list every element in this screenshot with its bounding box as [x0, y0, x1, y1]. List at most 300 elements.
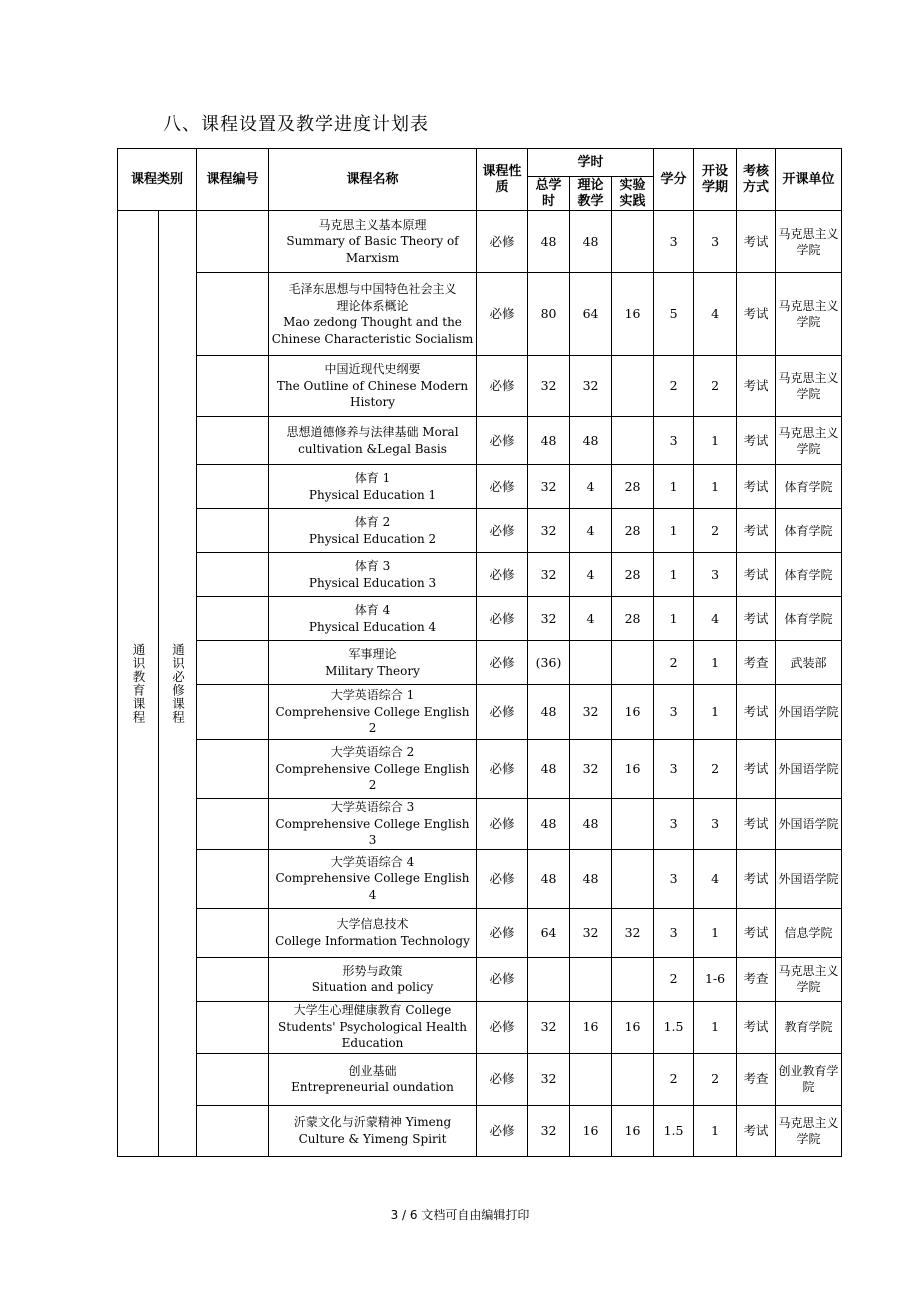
cell-semester-text: 2	[711, 1071, 720, 1086]
cell-code	[197, 273, 269, 356]
cell-semester-text: 2	[711, 522, 720, 538]
cell-credit-text: 3	[669, 761, 678, 776]
cell-code	[197, 740, 269, 799]
cell-code	[197, 908, 269, 957]
cell-semester-text: 2	[711, 378, 720, 393]
cell-name	[269, 273, 477, 356]
table-row	[118, 417, 842, 465]
cell-unit-text: 马克思主义学院	[778, 1115, 839, 1146]
cell-theory-text: 32	[582, 924, 599, 940]
cell-credit	[654, 1001, 694, 1053]
cell-theory	[570, 597, 612, 641]
cell-theory	[570, 799, 612, 850]
header-exam: 考核方式	[737, 149, 776, 211]
cell-practice-text: 28	[624, 478, 641, 494]
cell-unit	[776, 553, 842, 597]
cell-code	[197, 1053, 269, 1105]
cell-unit	[776, 799, 842, 850]
cell-code	[197, 641, 269, 685]
table-row	[118, 1001, 842, 1053]
cell-nature	[477, 685, 528, 740]
cell-semester	[694, 597, 737, 641]
cell-name-text: 体育 4 Physical Education 4	[308, 603, 437, 634]
cell-unit-text: 教育学院	[784, 1020, 833, 1034]
cell-nature-text: 必修	[489, 815, 515, 831]
cell-theory	[570, 1105, 612, 1156]
category-level-1	[118, 211, 159, 1157]
cell-unit-text: 体育学院	[784, 523, 833, 538]
course-body	[118, 211, 842, 1157]
cell-unit	[776, 685, 842, 740]
cell-name	[269, 356, 477, 417]
cell-semester	[694, 957, 737, 1001]
cell-unit	[776, 356, 842, 417]
cell-nature	[477, 1105, 528, 1156]
cell-nature-text: 必修	[489, 1122, 515, 1138]
cell-theory	[570, 740, 612, 799]
cell-total-text: 32	[540, 1071, 557, 1086]
cell-total-text: 64	[540, 924, 557, 940]
cell-practice	[612, 211, 654, 273]
cell-total	[528, 553, 570, 597]
header-total: 总学时	[528, 177, 570, 211]
cell-name-text: 体育 3 Physical Education 3	[308, 559, 437, 590]
cell-semester	[694, 641, 737, 685]
cell-unit	[776, 417, 842, 465]
cell-total-text: 32	[540, 1019, 557, 1034]
cell-theory-text: 32	[582, 704, 599, 719]
page-footer: 3 / 6 文档可自由编辑打印	[390, 1208, 530, 1222]
cell-nature	[477, 1053, 528, 1105]
cell-nature	[477, 553, 528, 597]
cell-practice-text: 32	[624, 924, 641, 940]
cell-total	[528, 685, 570, 740]
cell-exam	[737, 641, 776, 685]
cell-semester-text: 1	[711, 432, 720, 448]
cell-nature	[477, 509, 528, 553]
header-nature: 课程性质	[477, 149, 528, 211]
cell-practice	[612, 1053, 654, 1105]
cell-name-text: 创业基础 Entrepreneurial oundation	[291, 1063, 454, 1094]
cell-code	[197, 417, 269, 465]
cell-credit-text: 1	[669, 522, 678, 538]
cell-practice-text: 16	[624, 1019, 641, 1034]
cell-theory	[570, 849, 612, 908]
cell-exam	[737, 1053, 776, 1105]
cell-theory-text: 48	[582, 815, 599, 831]
table-row	[118, 597, 842, 641]
cell-name-text: 大学信息技术 College Information Technology	[275, 917, 470, 948]
cell-total	[528, 417, 570, 465]
cell-unit	[776, 849, 842, 908]
cell-practice	[612, 465, 654, 509]
cell-name-text: 体育 1 Physical Education 1	[308, 471, 437, 502]
cell-practice	[612, 1001, 654, 1053]
cell-semester-text: 1	[711, 654, 720, 670]
cell-semester-text: 1	[711, 704, 720, 719]
cell-nature-text: 必修	[489, 233, 515, 249]
table-row	[118, 1105, 842, 1156]
cell-unit-text: 体育学院	[784, 567, 833, 582]
cell-total	[528, 356, 570, 417]
cell-nature-text: 必修	[489, 522, 515, 538]
table-row	[118, 799, 842, 850]
cell-name-text: 大学英语综合 2 Comprehensive College English 2	[275, 745, 470, 793]
cell-credit	[654, 597, 694, 641]
cell-code	[197, 356, 269, 417]
cell-theory-text: 48	[582, 233, 599, 249]
cell-practice	[612, 509, 654, 553]
cell-practice	[612, 273, 654, 356]
cell-exam	[737, 509, 776, 553]
cell-nature	[477, 465, 528, 509]
cell-theory-text: 4	[586, 610, 595, 626]
cell-nature-text: 必修	[489, 704, 515, 719]
header-credit: 学分	[654, 149, 694, 211]
table-row	[118, 1053, 842, 1105]
cell-theory-text: 64	[582, 306, 599, 321]
cell-semester-text: 3	[711, 233, 720, 249]
header-theory: 理论教学	[570, 177, 612, 211]
cell-exam-text: 考试	[743, 924, 769, 940]
cell-unit	[776, 1105, 842, 1156]
cell-exam	[737, 211, 776, 273]
cell-total	[528, 1105, 570, 1156]
cell-name-text: 毛泽东思想与中国特色社会主义 理论体系概论 Mao zedong Thought and the Chinese Characteristic Socialism	[271, 282, 474, 346]
cell-semester	[694, 509, 737, 553]
cell-exam	[737, 957, 776, 1001]
cell-exam-text: 考试	[743, 815, 769, 831]
cell-credit	[654, 211, 694, 273]
cell-theory	[570, 641, 612, 685]
cell-exam-text: 考查	[743, 971, 769, 986]
table-row	[118, 641, 842, 685]
cell-total	[528, 273, 570, 356]
cell-nature-text: 必修	[489, 924, 515, 940]
cell-exam-text: 考试	[743, 522, 769, 538]
cell-exam	[737, 597, 776, 641]
cell-name	[269, 908, 477, 957]
cell-code	[197, 509, 269, 553]
cell-practice	[612, 553, 654, 597]
category-level-2-label: 通识必修课程	[170, 642, 186, 724]
cell-total	[528, 799, 570, 850]
cell-exam-text: 考试	[743, 1122, 769, 1138]
cell-nature	[477, 799, 528, 850]
cell-semester	[694, 356, 737, 417]
cell-total	[528, 641, 570, 685]
cell-total	[528, 509, 570, 553]
cell-credit	[654, 417, 694, 465]
cell-total	[528, 740, 570, 799]
cell-nature-text: 必修	[489, 971, 515, 986]
cell-unit	[776, 908, 842, 957]
header-name: 课程名称	[269, 149, 477, 211]
cell-semester-text: 1	[711, 1019, 720, 1034]
cell-practice	[612, 597, 654, 641]
cell-exam	[737, 465, 776, 509]
cell-unit	[776, 465, 842, 509]
cell-code	[197, 685, 269, 740]
cell-code	[197, 553, 269, 597]
cell-name	[269, 1105, 477, 1156]
table-row	[118, 356, 842, 417]
cell-total	[528, 957, 570, 1001]
cell-exam	[737, 799, 776, 850]
cell-semester	[694, 417, 737, 465]
cell-code	[197, 849, 269, 908]
cell-unit-text: 外国语学院	[778, 816, 839, 831]
cell-name	[269, 799, 477, 850]
cell-nature-text: 必修	[489, 870, 515, 886]
cell-exam-text: 考试	[743, 870, 769, 886]
cell-credit	[654, 799, 694, 850]
cell-nature-text: 必修	[489, 478, 515, 494]
cell-theory	[570, 356, 612, 417]
cell-theory-text: 4	[586, 566, 595, 582]
cell-total-text: 48	[540, 704, 557, 719]
cell-unit-text: 武装部	[790, 655, 827, 670]
cell-total-text: 48	[540, 870, 557, 886]
cell-name-text: 中国近现代史纲要 The Outline of Chinese Modern History	[276, 362, 469, 410]
cell-nature-text: 必修	[489, 566, 515, 582]
cell-practice	[612, 417, 654, 465]
category-level-2	[159, 211, 197, 1157]
cell-credit	[654, 641, 694, 685]
cell-semester	[694, 1053, 737, 1105]
cell-nature	[477, 273, 528, 356]
cell-theory	[570, 908, 612, 957]
cell-nature-text: 必修	[489, 610, 515, 626]
cell-nature-text: 必修	[489, 432, 515, 448]
cell-theory-text: 32	[582, 761, 599, 776]
table-row	[118, 685, 842, 740]
cell-name	[269, 465, 477, 509]
cell-nature-text: 必修	[489, 378, 515, 393]
cell-credit-text: 3	[669, 432, 678, 448]
cell-name	[269, 740, 477, 799]
cell-unit-text: 马克思主义学院	[778, 425, 839, 456]
cell-total-text: 48	[540, 761, 557, 776]
cell-theory-text: 48	[582, 870, 599, 886]
cell-unit	[776, 641, 842, 685]
cell-unit-text: 马克思主义学院	[778, 226, 839, 257]
cell-exam-text: 考试	[743, 378, 769, 393]
cell-nature	[477, 908, 528, 957]
cell-nature	[477, 356, 528, 417]
cell-credit-text: 1	[669, 610, 678, 626]
cell-exam	[737, 417, 776, 465]
cell-name-text: 思想道德修养与法律基础 Moral cultivation &Legal Basis	[286, 425, 459, 456]
cell-semester	[694, 1105, 737, 1156]
cell-semester-text: 4	[711, 870, 720, 886]
cell-name	[269, 1001, 477, 1053]
cell-code	[197, 1001, 269, 1053]
cell-name	[269, 417, 477, 465]
cell-exam	[737, 553, 776, 597]
cell-name-text: 军事理论 Military Theory	[325, 647, 420, 678]
cell-name	[269, 957, 477, 1001]
cell-exam-text: 考试	[743, 761, 769, 776]
cell-name-text: 沂蒙文化与沂蒙精神 Yimeng Culture & Yimeng Spirit	[293, 1115, 452, 1146]
cell-total-text: 32	[540, 478, 557, 494]
cell-exam-text: 考试	[743, 610, 769, 626]
cell-semester-text: 4	[711, 610, 720, 626]
cell-unit-text: 马克思主义学院	[778, 371, 839, 401]
cell-unit-text: 信息学院	[784, 925, 833, 940]
cell-practice	[612, 641, 654, 685]
cell-unit-text: 外国语学院	[778, 871, 839, 886]
table-row	[118, 908, 842, 957]
header-unit: 开课单位	[776, 149, 842, 211]
cell-credit	[654, 740, 694, 799]
table-row	[118, 740, 842, 799]
cell-nature	[477, 1001, 528, 1053]
cell-nature	[477, 641, 528, 685]
cell-exam	[737, 356, 776, 417]
cell-theory-text: 16	[582, 1019, 599, 1034]
cell-credit-text: 3	[669, 870, 678, 886]
cell-credit-text: 2	[669, 378, 678, 393]
cell-nature	[477, 849, 528, 908]
cell-total-text: 32	[540, 566, 557, 582]
cell-name-text: 大学英语综合 3 Comprehensive College English 3	[275, 800, 470, 847]
cell-total	[528, 597, 570, 641]
cell-exam-text: 考试	[743, 566, 769, 582]
cell-practice	[612, 799, 654, 850]
cell-name-text: 体育 2 Physical Education 2	[308, 515, 437, 546]
cell-unit	[776, 957, 842, 1001]
cell-theory	[570, 509, 612, 553]
cell-exam	[737, 908, 776, 957]
cell-nature-text: 必修	[489, 761, 515, 776]
cell-theory	[570, 211, 612, 273]
cell-exam-text: 考查	[743, 1071, 769, 1086]
cell-theory	[570, 1001, 612, 1053]
cell-code	[197, 1105, 269, 1156]
cell-unit	[776, 740, 842, 799]
cell-credit-text: 1	[669, 478, 678, 494]
cell-nature-text: 必修	[489, 654, 515, 670]
table-row	[118, 957, 842, 1001]
cell-nature	[477, 597, 528, 641]
table-row	[118, 211, 842, 273]
cell-credit-text: 2	[669, 654, 678, 670]
cell-practice	[612, 908, 654, 957]
cell-theory-text: 16	[582, 1122, 599, 1138]
header-code: 课程编号	[197, 149, 269, 211]
cell-exam	[737, 685, 776, 740]
table-row	[118, 509, 842, 553]
cell-semester	[694, 465, 737, 509]
header-practice: 实验实践	[612, 177, 654, 211]
cell-credit	[654, 553, 694, 597]
cell-semester-text: 3	[711, 566, 720, 582]
cell-semester-text: 1-6	[704, 971, 726, 986]
cell-semester	[694, 799, 737, 850]
cell-practice-text: 28	[624, 522, 641, 538]
cell-semester	[694, 849, 737, 908]
table-row	[118, 553, 842, 597]
cell-code	[197, 799, 269, 850]
cell-semester	[694, 1001, 737, 1053]
header-category: 课程类别	[118, 149, 197, 211]
category-level-1-label: 通识教育课程	[131, 642, 146, 724]
cell-total	[528, 1053, 570, 1105]
cell-name	[269, 553, 477, 597]
header-semester: 开设学期	[694, 149, 737, 211]
cell-total-text: 32	[540, 522, 557, 538]
cell-total-text: 48	[540, 815, 557, 831]
cell-name-text: 大学英语综合 4 Comprehensive College English 4	[275, 854, 470, 902]
cell-theory	[570, 1053, 612, 1105]
cell-practice	[612, 1105, 654, 1156]
cell-exam-text: 考试	[743, 432, 769, 448]
cell-semester-text: 1	[711, 924, 720, 940]
cell-practice-text: 16	[624, 761, 641, 776]
cell-nature-text: 必修	[489, 1019, 515, 1034]
cell-credit-text: 5	[669, 306, 678, 321]
cell-name	[269, 1053, 477, 1105]
table-row	[118, 273, 842, 356]
cell-total-text: (36)	[535, 654, 562, 670]
course-table	[117, 148, 842, 1157]
cell-theory	[570, 273, 612, 356]
cell-practice	[612, 740, 654, 799]
cell-credit-text: 1.5	[663, 1019, 684, 1034]
cell-semester	[694, 211, 737, 273]
cell-semester	[694, 553, 737, 597]
cell-exam-text: 考试	[743, 478, 769, 494]
header-hours: 学时	[528, 149, 654, 177]
cell-unit	[776, 1053, 842, 1105]
cell-theory-text: 48	[582, 432, 599, 448]
cell-credit-text: 1.5	[663, 1122, 684, 1138]
cell-exam	[737, 849, 776, 908]
cell-semester-text: 1	[711, 478, 720, 494]
cell-credit	[654, 957, 694, 1001]
cell-total	[528, 465, 570, 509]
cell-practice-text: 16	[624, 704, 641, 719]
cell-unit	[776, 509, 842, 553]
cell-nature	[477, 957, 528, 1001]
table-row	[118, 849, 842, 908]
cell-name	[269, 509, 477, 553]
cell-nature	[477, 740, 528, 799]
cell-total-text: 80	[540, 306, 557, 321]
cell-total	[528, 908, 570, 957]
cell-unit	[776, 211, 842, 273]
cell-nature	[477, 211, 528, 273]
cell-exam-text: 考试	[743, 704, 769, 719]
cell-theory	[570, 685, 612, 740]
cell-unit	[776, 273, 842, 356]
cell-credit-text: 3	[669, 815, 678, 831]
cell-exam	[737, 740, 776, 799]
cell-credit	[654, 908, 694, 957]
cell-credit	[654, 509, 694, 553]
cell-name-text: 大学英语综合 1 Comprehensive College English 2	[275, 688, 470, 736]
cell-name	[269, 211, 477, 273]
cell-semester	[694, 740, 737, 799]
table-row	[118, 465, 842, 509]
cell-credit	[654, 465, 694, 509]
cell-credit	[654, 685, 694, 740]
cell-semester-text: 1	[711, 1122, 720, 1138]
cell-credit-text: 2	[669, 971, 678, 986]
cell-credit-text: 3	[669, 233, 678, 249]
cell-total-text: 48	[540, 432, 557, 448]
